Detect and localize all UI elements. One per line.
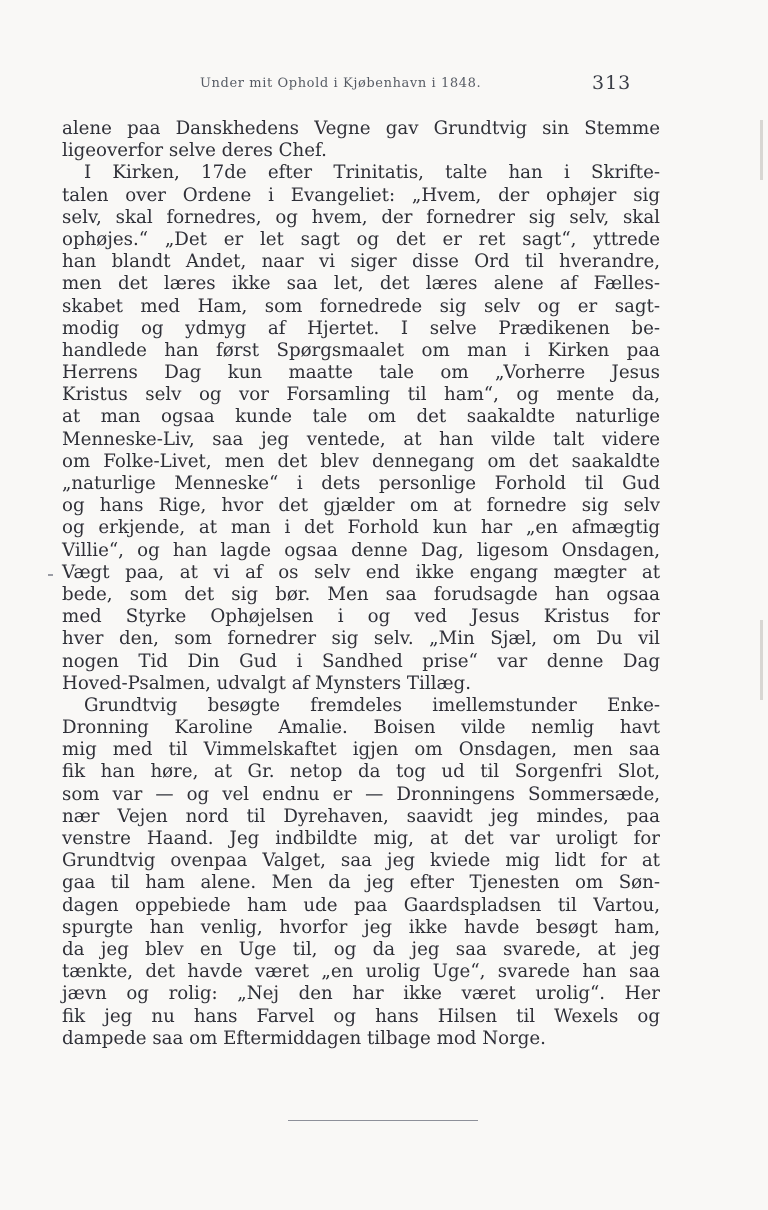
- text-line: skabet med Ham, som fornedrede sig selv og er sagt-: [62, 295, 660, 317]
- text-line: Hoved-Psalmen, udvalgt af Mynsters Tillæg.: [62, 672, 471, 694]
- text-line: ligeoverfor selve deres Chef.: [62, 140, 327, 162]
- text-line: Dronning Karoline Amalie. Boisen vilde nemlig havt: [62, 717, 660, 739]
- text-line: modig og ydmyg af Hjertet. I selve Prædikenen be-: [62, 317, 660, 339]
- text-line: jævn og rolig: „Nej den har ikke været urolig“. Her: [62, 983, 660, 1005]
- text-line: dagen oppebiede ham ude paa Gaardspladsen til Vartou,: [62, 894, 660, 916]
- margin-mark: [48, 574, 53, 576]
- text-line: bede, som det sig bør. Men saa forudsagde han ogsaa: [62, 583, 660, 605]
- text-line: om Folke-Livet, men det blev dennegang om det saakaldte: [62, 450, 660, 472]
- text-line: han blandt Andet, naar vi siger disse Ord til hverandre,: [62, 251, 660, 273]
- text-line: mig med til Vimmelskaftet igjen om Onsdagen, men saa: [62, 739, 660, 761]
- text-line: ophøjes.“ „Det er let sagt og det er ret sagt“, yttrede: [62, 228, 660, 250]
- text-line: fik han høre, at Gr. netop da tog ud til Sorgenfri Slot,: [62, 761, 660, 783]
- page-edge-shadow: [760, 120, 763, 180]
- text-line: da jeg blev en Uge til, og da jeg saa svarede, at jeg: [62, 938, 660, 960]
- text-line: med Styrke Ophøjelsen i og ved Jesus Kristus for: [62, 606, 660, 628]
- text-line: Menneske-Liv, saa jeg ventede, at han vilde talt videre: [62, 428, 660, 450]
- text-line: og hans Rige, hvor det gjælder om at fornedre sig selv: [62, 495, 660, 517]
- text-line: spurgte han venlig, hvorfor jeg ikke havde besøgt ham,: [62, 916, 660, 938]
- text-line: Herrens Dag kun maatte tale om „Vorherre Jesus: [62, 362, 660, 384]
- text-line: „naturlige Menneske“ i dets personlige Forhold til Gud: [62, 473, 660, 494]
- text-line: dampede saa om Eftermiddagen tilbage mod Norge.: [62, 1027, 546, 1049]
- page-number: 313: [592, 72, 632, 94]
- text-line: selv, skal fornedres, og hvem, der fornedrer sig selv, skal: [62, 206, 660, 228]
- text-line: I Kirken, 17de efter Trinitatis, talte han i Skrifte-: [84, 162, 660, 184]
- text-line: som var — og vel endnu er — Dronningens Sommersæde,: [62, 783, 660, 805]
- running-title: Under mit Ophold i Kjøbenhavn i 1848.: [200, 76, 482, 91]
- text-line: handlede han først Spørgsmaalet om man i Kirken paa: [62, 339, 660, 361]
- text-line: Grundtvig besøgte fremdeles imellemstunder Enke-: [84, 694, 660, 716]
- text-line: alene paa Danskhedens Vegne gav Grundtvig sin Stemme: [62, 118, 660, 139]
- text-line: gaa til ham alene. Men da jeg efter Tjenesten om Søn-: [62, 872, 660, 894]
- body-text: [62, 118, 660, 1050]
- text-line: og erkjende, at man i det Forhold kun har „en afmægtig: [62, 517, 660, 539]
- text-line: nogen Tid Din Gud i Sandhed prise“ var denne Dag: [62, 650, 660, 672]
- text-line: talen over Ordene i Evangeliet: „Hvem, der ophøjer sig: [62, 184, 660, 206]
- text-line: tænkte, det havde været „en urolig Uge“, svarede han saa: [62, 961, 660, 983]
- text-line: nær Vejen nord til Dyrehaven, saavidt jeg mindes, paa: [62, 805, 660, 827]
- text-line: Kristus selv og vor Forsamling til ham“, og mente da,: [62, 384, 660, 406]
- end-rule: [288, 1120, 478, 1121]
- running-header: [0, 72, 768, 96]
- text-line: men det læres ikke saa let, det læres alene af Fælles-: [62, 273, 660, 295]
- text-line: Villie“, og han lagde ogsaa denne Dag, ligesom Onsdagen,: [62, 539, 660, 561]
- text-line: fik jeg nu hans Farvel og hans Hilsen til Wexels og: [62, 1005, 660, 1027]
- page-edge-shadow: [760, 620, 763, 700]
- text-line: venstre Haand. Jeg indbildte mig, at det var uroligt for: [62, 828, 660, 849]
- text-line: Grundtvig ovenpaa Valget, saa jeg kviede mig lidt for at: [62, 850, 660, 872]
- text-line: Vægt paa, at vi af os selv end ikke engang mægter at: [62, 561, 660, 583]
- text-line: hver den, som fornedrer sig selv. „Min Sjæl, om Du vil: [62, 628, 660, 650]
- text-line: at man ogsaa kunde tale om det saakaldte naturlige: [62, 406, 660, 428]
